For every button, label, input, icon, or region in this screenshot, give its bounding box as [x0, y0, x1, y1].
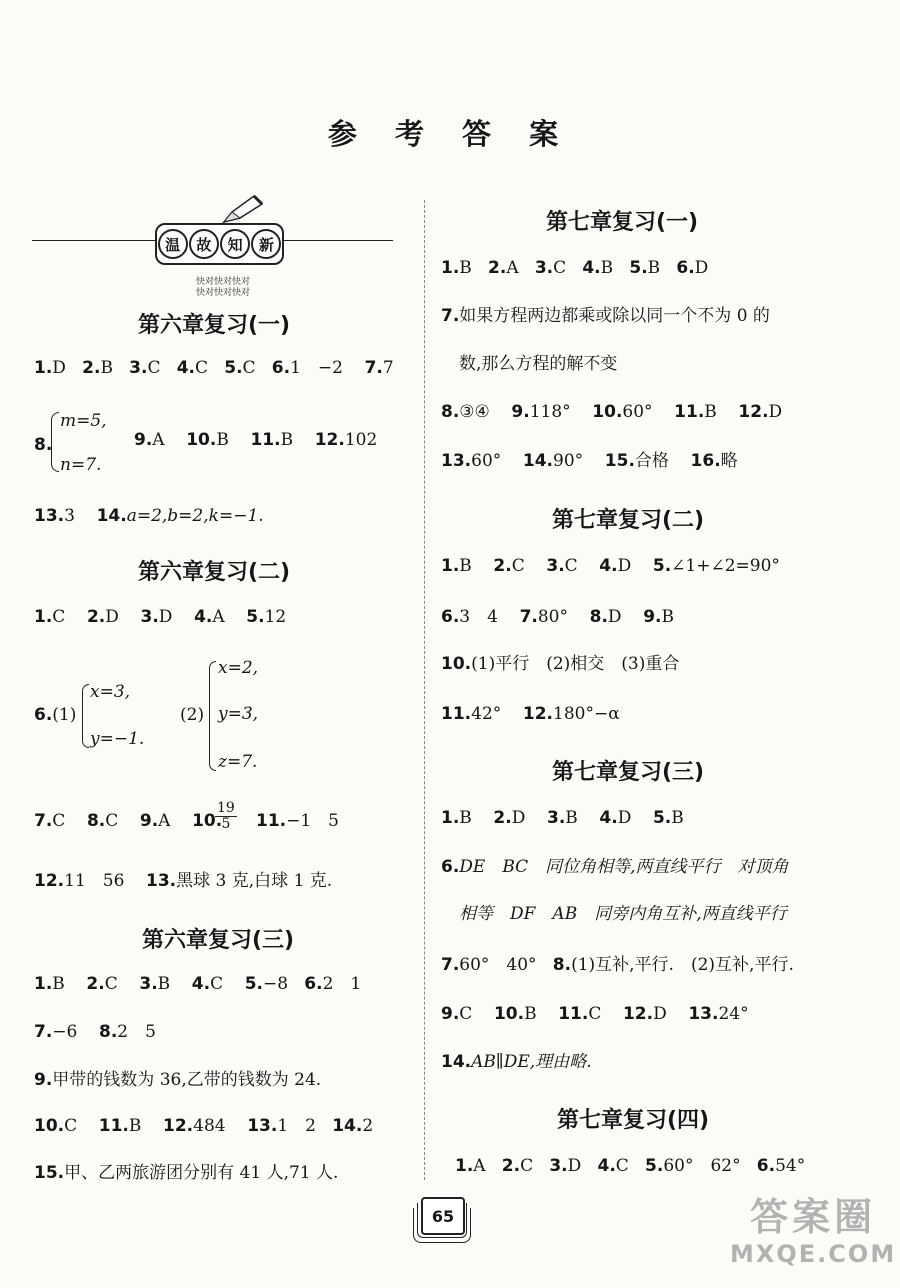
question-number: 11. — [674, 402, 705, 422]
question-number: 2. — [493, 808, 512, 828]
question-number: 7. — [364, 358, 383, 378]
answer: A — [212, 607, 225, 627]
equation-brace — [82, 684, 89, 748]
equation-line — [90, 684, 130, 701]
question-number: 14. — [332, 1116, 363, 1136]
answer-row — [441, 404, 782, 421]
question-number: 8. — [441, 402, 460, 422]
question-number: 3. — [534, 258, 554, 278]
question-number: 12. — [163, 1116, 194, 1136]
question-number: 14. — [522, 451, 554, 471]
answer: B — [52, 974, 65, 994]
answer: B — [280, 430, 294, 450]
answer: 60° — [622, 402, 653, 422]
answer: AB∥DE,理由略. — [471, 1052, 592, 1072]
answer: (1)互补,平行. (2)互补,平行. — [571, 955, 794, 975]
answer: C — [615, 1156, 629, 1176]
question-number: 2. — [488, 258, 507, 278]
answer: 42° — [471, 704, 502, 724]
question-number: 15. — [34, 1163, 65, 1183]
question-number: 4. — [582, 258, 601, 278]
question-number: 13. — [688, 1004, 719, 1024]
answer: 3 — [64, 506, 75, 526]
answer: 54° — [775, 1156, 806, 1176]
question-number: 9. — [134, 430, 153, 450]
answer: 略 — [720, 451, 738, 471]
answer: 2 1 — [322, 974, 362, 994]
answer: 相等 DF AB 同旁内角互补,两直线平行 — [459, 904, 787, 924]
answer: B — [661, 607, 674, 627]
question-number: 1. — [441, 556, 460, 576]
answer: 1 −2 — [290, 358, 343, 378]
answer: 24° — [718, 1004, 749, 1024]
question-number: 10. — [592, 402, 623, 422]
answer: D — [694, 258, 709, 278]
answer: 黑球 3 克,白球 1 克. — [176, 871, 333, 891]
question-number: 3. — [140, 607, 159, 627]
question-number: 8. — [552, 955, 572, 975]
answer: D — [511, 808, 526, 828]
logo-line-right — [280, 240, 393, 241]
question-number: 4. — [597, 1156, 616, 1176]
page-number: 65 — [421, 1197, 465, 1235]
question-number: 7. — [441, 306, 460, 326]
question-number: 4. — [599, 556, 618, 576]
answer: 12 — [264, 607, 287, 627]
answer: 1 2 — [277, 1116, 316, 1136]
watermark-line: MXQE.COM — [730, 1240, 897, 1268]
question-number: 11. — [98, 1116, 129, 1136]
question-number: 3. — [546, 556, 565, 576]
logo-subtitle: 快对快对快对 — [196, 288, 251, 298]
question-number: 6. — [34, 705, 53, 725]
answer: A — [158, 811, 171, 831]
answer-row — [34, 976, 361, 993]
answer: B — [565, 808, 578, 828]
section-title: 第七章复习(一) — [545, 210, 699, 235]
question-number: 11. — [441, 704, 472, 724]
column-divider — [424, 200, 425, 1180]
question-number: 1. — [441, 808, 460, 828]
answer: 484 — [193, 1116, 226, 1136]
answer: 合格 — [634, 451, 669, 471]
answer: C — [242, 358, 256, 378]
answer-row — [441, 656, 679, 673]
logo-line-left — [32, 240, 157, 241]
answer: DE BC 同位角相等,两直线平行 对顶角 — [459, 857, 789, 877]
question-number: 6. — [676, 258, 695, 278]
answer: ③④ — [459, 402, 490, 422]
answer: −6 — [52, 1022, 78, 1042]
question-number: 9. — [34, 1070, 53, 1090]
question-number — [34, 437, 52, 454]
logo-banner — [155, 223, 284, 265]
answer-row — [34, 1072, 321, 1089]
answer: 如果方程两边都乘或除以同一个不为 0 的 — [459, 306, 770, 326]
answer: A — [506, 258, 519, 278]
answer: D — [617, 808, 632, 828]
question-number: 7. — [519, 607, 538, 627]
answer: B — [524, 1004, 537, 1024]
question-number: 14. — [96, 506, 127, 526]
question-number: 2. — [86, 974, 105, 994]
equation-brace — [51, 412, 59, 472]
question-number: 7. — [34, 1022, 53, 1042]
question-number: 10. — [192, 811, 223, 831]
question-number: 5. — [652, 556, 672, 576]
answer: 60° — [471, 451, 502, 471]
answer: B — [459, 258, 472, 278]
page-title: 参 考 答 案 — [327, 117, 573, 151]
question-number: 4. — [194, 607, 213, 627]
question-number: 9. — [139, 811, 159, 831]
answer-row — [34, 873, 332, 890]
question-number: 13. — [441, 451, 472, 471]
question-number: 5. — [652, 808, 672, 828]
answer-row — [455, 1158, 805, 1175]
answer-row — [441, 859, 789, 876]
answer-row — [34, 813, 222, 830]
question-number: 3. — [139, 974, 158, 994]
answer: C — [52, 811, 66, 831]
answer-row — [441, 558, 780, 575]
answer: −1 5 — [286, 811, 340, 831]
question-number: 2. — [493, 556, 512, 576]
answer: 102 — [344, 430, 378, 450]
answer: C — [147, 358, 161, 378]
section-title: 第六章复习(一) — [137, 313, 291, 338]
question-number: 5. — [629, 258, 648, 278]
answer-row — [34, 609, 286, 626]
fraction — [215, 801, 237, 832]
question-number: 4. — [599, 808, 618, 828]
answer: A — [473, 1156, 486, 1176]
answer: x=3, — [90, 682, 131, 702]
answer-row — [134, 432, 377, 449]
answer: 60° 40° — [459, 955, 537, 975]
question-number: 1. — [34, 607, 53, 627]
part-label-text: (2) — [180, 705, 205, 725]
question-number: 1. — [34, 358, 53, 378]
question-number: 6. — [304, 974, 323, 994]
answer: C — [564, 556, 578, 576]
question-number: 13. — [146, 871, 177, 891]
answer: 180°−α — [553, 704, 620, 724]
answer-row — [34, 707, 76, 724]
logo-char: 故 — [189, 229, 219, 259]
answer: 80° — [537, 607, 568, 627]
question-number: 10. — [441, 654, 472, 674]
question-number: 8. — [86, 811, 106, 831]
answer: n=7. — [60, 455, 102, 475]
fraction-numerator: 19 — [217, 800, 235, 816]
question-number: 6. — [441, 607, 460, 627]
equation-line — [218, 660, 258, 677]
logo-char: 知 — [220, 229, 250, 259]
question-number: 2. — [82, 358, 101, 378]
answer: (1)平行 (2)相交 (3)重合 — [471, 654, 680, 674]
answer-row — [34, 1165, 338, 1182]
answer: 118° — [529, 402, 571, 422]
question-number: 1. — [455, 1156, 474, 1176]
fraction-denominator: 5 — [221, 816, 231, 832]
answer: z=7. — [218, 752, 258, 772]
answer-row — [441, 1006, 749, 1023]
question-number: 11. — [256, 811, 287, 831]
answer: y=3, — [218, 704, 259, 724]
answer: B — [216, 430, 229, 450]
section-title: 第七章复习(四) — [556, 1108, 710, 1133]
question-number: 6. — [441, 857, 460, 877]
answer-row — [441, 810, 684, 827]
question-number: 15. — [604, 451, 635, 471]
answer: B — [600, 258, 614, 278]
question-number: 10. — [493, 1004, 525, 1024]
answer: C — [52, 607, 66, 627]
answer: C — [459, 1004, 473, 1024]
question-number: 9. — [511, 402, 530, 422]
answer: 甲、乙两旅游团分别有 41 人,71 人. — [64, 1163, 339, 1183]
question-number: 1. — [441, 258, 460, 278]
answer: a=2,b=2,k=−1. — [126, 506, 264, 526]
question-number: 10. — [34, 1116, 65, 1136]
answer: m=5, — [60, 411, 107, 431]
part-label — [180, 707, 204, 724]
answer: 7 — [382, 358, 394, 378]
answer: 2 — [362, 1116, 374, 1136]
answer-row — [34, 508, 264, 525]
question-number: 2. — [501, 1156, 521, 1176]
question-number: 3. — [549, 1156, 568, 1176]
answer: C — [64, 1116, 78, 1136]
question-number: 4. — [191, 974, 211, 994]
section-title: 第七章复习(三) — [551, 760, 705, 785]
answer: 90° — [553, 451, 584, 471]
question-number: 10. — [186, 430, 217, 450]
answer: B — [459, 556, 472, 576]
answer: D — [52, 358, 66, 378]
section-title: 第六章复习(三) — [141, 928, 295, 953]
answer: y=−1. — [90, 729, 145, 749]
answer: C — [588, 1004, 602, 1024]
answer: C — [553, 258, 567, 278]
answer: D — [105, 607, 119, 627]
pencil-icon — [220, 192, 266, 226]
watermark — [730, 1195, 896, 1269]
question-number: 5. — [244, 974, 264, 994]
answer: 60° 62° — [663, 1156, 741, 1176]
question-number: 12. — [622, 1004, 654, 1024]
answer: C — [105, 811, 119, 831]
section-title: 第七章复习(二) — [551, 508, 705, 533]
question-number: 16. — [690, 451, 721, 471]
question-number: 12. — [522, 704, 554, 724]
answer-row — [441, 706, 620, 723]
question-number: 12. — [738, 402, 769, 422]
question-number: 12. — [34, 871, 65, 891]
q8-label: 8. — [34, 435, 53, 455]
answer-row — [34, 1118, 373, 1135]
answer: B — [704, 402, 717, 422]
answer-row — [34, 1024, 156, 1041]
question-number: 8. — [589, 607, 608, 627]
question-number: 5. — [645, 1156, 664, 1176]
question-number: 5. — [224, 358, 243, 378]
part-label: (1) — [52, 705, 77, 725]
answer: 数,那么方程的解不变 — [459, 354, 618, 374]
question-number: 2. — [86, 607, 106, 627]
answer: D — [158, 607, 173, 627]
answer: D — [607, 607, 622, 627]
answer: D — [653, 1004, 667, 1024]
question-number: 7. — [441, 955, 460, 975]
answer: B — [459, 808, 472, 828]
answer: D — [617, 556, 632, 576]
answer: B — [671, 808, 684, 828]
answer: 甲带的钱数为 36,乙带的钱数为 24. — [52, 1070, 322, 1090]
answer: B — [157, 974, 171, 994]
answer: C — [210, 974, 224, 994]
equation-line — [60, 457, 101, 474]
answer: 2 5 — [117, 1022, 156, 1042]
equation-line — [218, 754, 257, 771]
logo-char: 温 — [158, 229, 188, 259]
answer: −8 — [263, 974, 289, 994]
answer-row — [441, 957, 794, 974]
logo-char: 新 — [251, 229, 281, 259]
question-number: 5. — [246, 607, 265, 627]
answer: ∠1+∠2=90° — [671, 556, 780, 576]
answer: 11 56 — [64, 871, 125, 891]
answer-row — [441, 260, 708, 277]
equation-line — [218, 706, 258, 723]
answer-row — [441, 308, 770, 325]
question-number: 12. — [314, 430, 345, 450]
answer: C — [511, 556, 525, 576]
question-number: 3. — [546, 808, 566, 828]
answer: C — [195, 358, 209, 378]
answer: B — [647, 258, 661, 278]
answer-row — [441, 609, 674, 626]
answer: x=2, — [218, 658, 259, 678]
answer: 3 4 — [459, 607, 498, 627]
answer-row — [256, 813, 339, 830]
answer: A — [152, 430, 165, 450]
answer: C — [104, 974, 118, 994]
question-number: 14. — [441, 1052, 472, 1072]
answer: D — [768, 402, 783, 422]
answer-row — [441, 453, 738, 470]
question-number: 11. — [250, 430, 281, 450]
equation-line — [60, 413, 107, 430]
question-number: 1. — [34, 974, 53, 994]
logo-subtitle: 快对快对快对 — [196, 277, 251, 287]
answer-row — [459, 356, 617, 373]
answer: B — [100, 358, 113, 378]
question-number: 11. — [558, 1004, 589, 1024]
equation-line — [90, 731, 144, 748]
question-number: 3. — [129, 358, 148, 378]
answer: D — [567, 1156, 582, 1176]
question-number: 8. — [98, 1022, 118, 1042]
equation-brace — [209, 661, 216, 771]
answer-row — [441, 1054, 592, 1071]
question-number: 9. — [643, 607, 662, 627]
answer-row — [34, 360, 394, 377]
question-number: 6. — [271, 358, 291, 378]
question-number: 4. — [176, 358, 195, 378]
answer: C — [520, 1156, 534, 1176]
question-number: 9. — [441, 1004, 460, 1024]
watermark-line: 答案圈 — [750, 1195, 877, 1239]
question-number: 13. — [247, 1116, 278, 1136]
answer: B — [128, 1116, 142, 1136]
question-number: 6. — [756, 1156, 776, 1176]
question-number: 13. — [34, 506, 65, 526]
answer-row — [459, 906, 787, 923]
section-title: 第六章复习(二) — [137, 560, 291, 585]
question-number: 7. — [34, 811, 53, 831]
